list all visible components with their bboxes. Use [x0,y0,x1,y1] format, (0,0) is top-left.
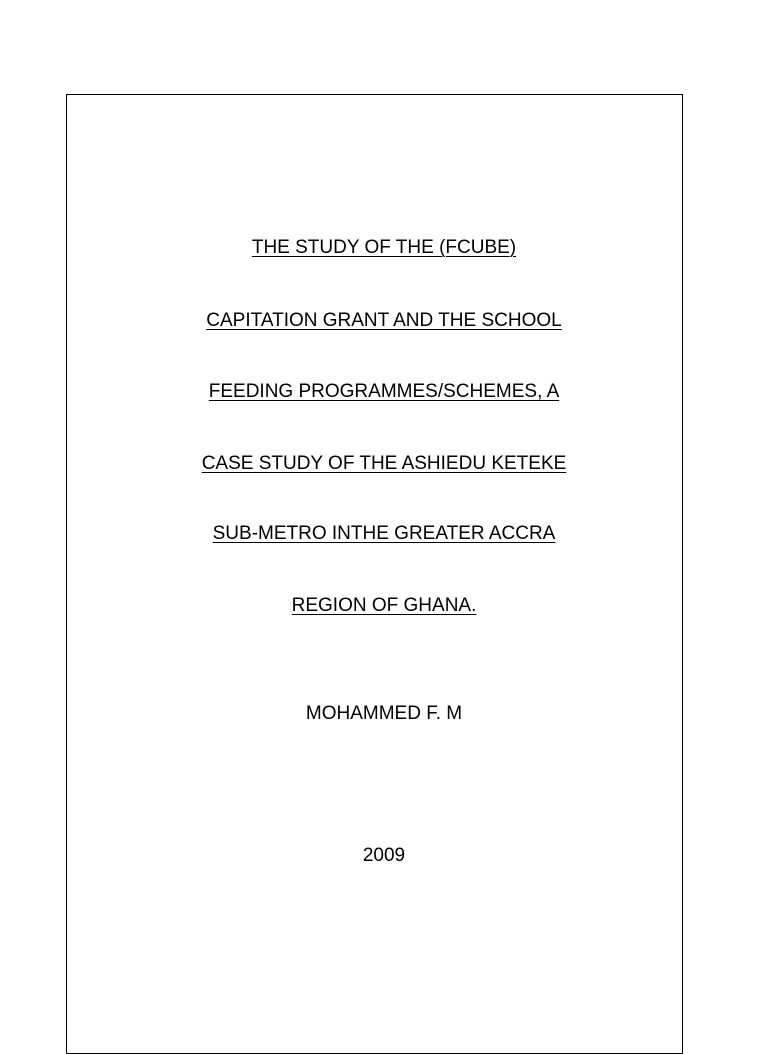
title-line-1: THE STUDY OF THE (FCUBE) [251,237,517,258]
author-name: MOHAMMED F. M [305,703,463,724]
title-line-2: CAPITATION GRANT AND THE SCHOOL [206,310,562,331]
year: 2009 [362,845,406,866]
title-line-3: FEEDING PROGRAMMES/SCHEMES, A [208,381,560,402]
title-line-5: SUB-METRO INTHE GREATER ACCRA [212,523,556,544]
title-line-4: CASE STUDY OF THE ASHIEDU KETEKE [201,453,567,474]
title-line-6: REGION OF GHANA. [291,595,477,616]
